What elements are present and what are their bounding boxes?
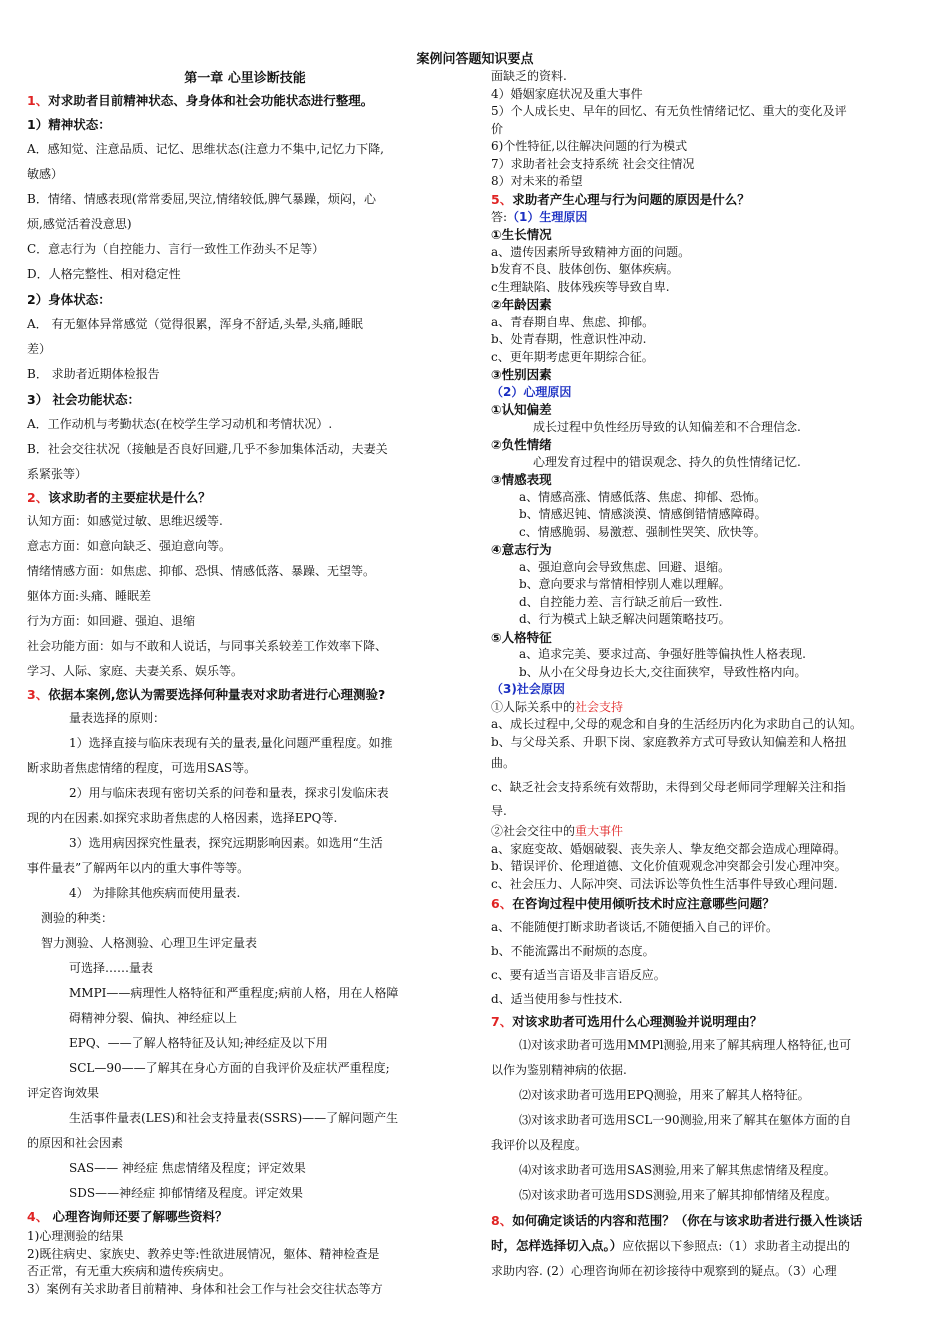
question-text: 如何确定谈话的内容和范围？（你在与该求助者进行摄入性谈话 bbox=[512, 1213, 863, 1228]
section-social: （3)社会原因 bbox=[491, 682, 565, 696]
text-line: b、情感迟钝、情感淡漠、情感倒错情感障碍。 bbox=[519, 507, 767, 521]
text-line: 系紧张等） bbox=[27, 467, 88, 481]
text-line: c、要有适当言语及非言语反应。 bbox=[491, 968, 666, 982]
text-line: A．工作动机与考勤状态(在校学生学习动机和考情状况）. bbox=[27, 417, 333, 431]
subheading: ⑤人格特征 bbox=[491, 629, 552, 645]
subheading: ④意志行为 bbox=[491, 542, 552, 557]
text-line: 4）婚姻家庭状况及重大事件 bbox=[491, 86, 643, 101]
question-5 bbox=[491, 191, 931, 209]
text-line: 求助内容. (2）心理咨询师在初诊接待中观察到的疑点。（3）心理 bbox=[491, 1264, 837, 1278]
question-number: 6、 bbox=[491, 896, 513, 911]
text-line: 面缺乏的资料. bbox=[491, 69, 567, 83]
text-line: ⑴对该求助者可选用MMPl测验,用来了解其病理人格特征,也可 bbox=[519, 1038, 852, 1052]
text-line: c、更年期考虑更年期综合征。 bbox=[491, 349, 654, 364]
chapter-title: 第一章 心里诊断技能 bbox=[184, 71, 306, 86]
text-line: SDS——神经症 抑郁情绪及程度。评定效果 bbox=[69, 1186, 303, 1200]
question-number: 1、 bbox=[27, 93, 49, 108]
text-line: 价 bbox=[491, 121, 504, 136]
text-line: c、情感脆弱、易激惹、强制性哭笑、欣快等。 bbox=[519, 524, 766, 539]
question-4 bbox=[27, 1206, 463, 1228]
text-line: a、追求完美、要求过高、争强好胜等偏执性人格表现. bbox=[519, 647, 806, 661]
question-text: 对求助者目前精神状态、身身体和社会功能状态进行整理。 bbox=[48, 93, 374, 108]
text-line: c生理缺陷、肢体残疾等导致自卑. bbox=[491, 279, 670, 294]
question-number: 4、 bbox=[27, 1209, 49, 1224]
text-line: 心理发育过程中的错误观念、持久的负性情绪记忆. bbox=[533, 454, 801, 469]
text-line: 断求助者焦虑情绪的程度，可选用SAS等。 bbox=[27, 761, 257, 775]
question-text-cont: 时，怎样选择切入点。） bbox=[491, 1238, 623, 1253]
text-line: 7）求助者社会支持系统 社会交往情况 bbox=[491, 156, 695, 171]
text-line: 的原因和社会因素 bbox=[27, 1136, 124, 1150]
text-line: 以作为鉴别精神病的依据. bbox=[491, 1063, 627, 1077]
text-line: 5）个人成长史、早年的回忆、有无负性情绪记忆、重大的变化及评 bbox=[491, 104, 847, 118]
text-line: 碍精神分裂、偏执、神经症以上 bbox=[69, 1011, 238, 1025]
text-line: 应依据以下参照点:（1）求助者主动提出的 bbox=[622, 1239, 850, 1253]
question-text: 心理咨询师还要了解哪些资料？ bbox=[48, 1209, 228, 1224]
text-line: 社会功能方面：如与不敢和人说话，与同事关系较差工作效率下降、 bbox=[27, 639, 388, 653]
question-2 bbox=[27, 487, 463, 509]
text-line: a、青春期自卑、焦虑、抑郁。 bbox=[491, 314, 655, 329]
right-column bbox=[491, 68, 931, 1284]
text-line: 现的内在因素.如探究求助者焦虑的人格因素，选择EPQ等. bbox=[27, 811, 338, 825]
text-line: 情绪情感方面：如焦虑、抑郁、恐惧、情感低落、暴躁、无望等。 bbox=[27, 564, 376, 578]
text-line: ⑵对该求助者可选用EPQ测验，用来了解其人格特征。 bbox=[519, 1088, 810, 1102]
section-physiological: （1）生理原因 bbox=[507, 209, 588, 224]
text-line: 量表选择的原则： bbox=[69, 711, 166, 725]
subheading: ③性别因素 bbox=[491, 367, 552, 382]
text-line: 意志方面：如意向缺乏、强迫意向等。 bbox=[27, 539, 232, 553]
text-line: 智力测验、人格测验、心理卫生评定量表 bbox=[41, 936, 258, 950]
text-line: b、处青春期，性意识性冲动. bbox=[491, 332, 647, 346]
question-number: 3、 bbox=[27, 687, 49, 702]
question-8 bbox=[491, 1208, 931, 1233]
text-line: d、适当使用参与性技术. bbox=[491, 992, 623, 1006]
text-line: 学习、人际、家庭、夫妻关系、娱乐等。 bbox=[27, 664, 244, 678]
text-line: 2)既往病史、家族史、教养史等:性欲进展情况，躯体、精神检查是 bbox=[27, 1246, 380, 1261]
text-line: b、意向要求与常情相悖别人难以理解。 bbox=[519, 577, 731, 591]
text-line: 2）用与临床表现有密切关系的问卷和量表，探求引发临床表 bbox=[69, 786, 389, 800]
text-line: 我评价以及程度。 bbox=[491, 1138, 588, 1152]
text-line: b、从小在父母身边长大,交往面狭窄，导致性格内向。 bbox=[519, 664, 807, 679]
text-line: A． 有无躯体异常感觉（觉得很累，浑身不舒适,头晕,头痛,睡眠 bbox=[27, 317, 363, 331]
text-line: 4） 为排除其他疾病而使用量表. bbox=[69, 886, 241, 900]
text-line: ⑸对该求助者可选用SDS测验,用来了解其抑郁情绪及程度。 bbox=[519, 1188, 837, 1202]
heading-social-function: 3） 社会功能状态： bbox=[27, 392, 141, 407]
text-line: MMPI——病理性人格特征和严重程度;病前人格，用在人格障 bbox=[69, 986, 399, 1000]
question-3 bbox=[27, 684, 463, 706]
text-line: 1)心理测验的结果 bbox=[27, 1229, 124, 1243]
left-column bbox=[27, 68, 463, 1298]
question-number: 2、 bbox=[27, 490, 49, 505]
text-line: 8）对未来的希望 bbox=[491, 174, 583, 188]
highlight-social-support: 社会支持 bbox=[575, 699, 624, 714]
text-line: 3）案例有关求助者目前精神、身体和社会工作与社会交往状态等方 bbox=[27, 1281, 383, 1296]
heading-mental-state: 1）精神状态： bbox=[27, 117, 111, 132]
subheading: ③情感表现 bbox=[491, 472, 552, 487]
text-line: C．意志行为（自控能力、言行一致性工作劲头不足等） bbox=[27, 242, 325, 256]
subheading: ①认知偏差 bbox=[491, 402, 552, 417]
text-line: a、强迫意向会导致焦虑、回避、退缩。 bbox=[519, 559, 731, 574]
text-line: 3）选用病因探究性量表，探究远期影响因素。如选用“生活 bbox=[69, 836, 383, 850]
text-line: 测验的种类： bbox=[41, 911, 114, 925]
text-line: EPQ、——了解人格特征及认知;神经症及以下用 bbox=[69, 1036, 328, 1050]
text-line: 否正常，有无重大疾病和遗传疾病史。 bbox=[27, 1264, 232, 1278]
text-line: 认知方面：如感觉过敏、思维迟缓等. bbox=[27, 514, 223, 528]
text-line: b、错误评价、伦理道德、文化价值观观念冲突都会引发心理冲突。 bbox=[491, 859, 847, 873]
text-line: SAS—— 神经症 焦虑情绪及程度；评定效果 bbox=[69, 1161, 306, 1175]
question-7 bbox=[491, 1011, 931, 1033]
text-line: b、不能流露出不耐烦的态度。 bbox=[491, 944, 655, 958]
question-number: 5、 bbox=[491, 191, 513, 207]
question-number: 8、 bbox=[491, 1213, 513, 1228]
question-number: 7、 bbox=[491, 1014, 513, 1029]
text-line: a、不能随便打断求助者谈话,不随便插入自己的评价。 bbox=[491, 920, 778, 934]
text-line: c、缺乏社会支持系统有效帮助，未得到父母老师同学理解关注和指 bbox=[491, 780, 846, 794]
text-line: 可选择……量表 bbox=[69, 961, 154, 975]
text-line: ①人际关系中的 bbox=[491, 699, 576, 714]
text-line: SCL—90——了解其在身心方面的自我评价及症状严重程度; bbox=[69, 1061, 390, 1075]
text-line: 1）选择直接与临床表现有关的量表,量化问题严重程度。如推 bbox=[69, 736, 393, 750]
text-line: 评定咨询效果 bbox=[27, 1086, 100, 1100]
text-line: D．人格完整性、相对稳定性 bbox=[27, 267, 181, 281]
text-line: 行为方面：如回避、强迫、退缩 bbox=[27, 614, 196, 628]
text-line: d、行为模式上缺乏解决问题策略技巧。 bbox=[519, 612, 731, 626]
text-line: ⑷对该求助者可选用SAS测验,用来了解其焦虑情绪及程度。 bbox=[519, 1163, 836, 1177]
text-line: 成长过程中负性经历导致的认知偏差和不合理信念. bbox=[533, 419, 801, 434]
question-6 bbox=[491, 893, 931, 915]
text-line: ②社会交往中的 bbox=[491, 824, 576, 838]
section-psychological: （2）心理原因 bbox=[491, 384, 572, 399]
question-1 bbox=[27, 90, 463, 112]
text-line: 躯体方面:头痛、睡眠差 bbox=[27, 589, 152, 603]
text-line: A．感知觉、注意品质、记忆、思维状态(注意力不集中,记忆力下降, bbox=[27, 142, 384, 156]
text-line: b、与父母关系、升职下岗、家庭教养方式可导致认知偏差和人格扭 bbox=[491, 734, 847, 749]
question-text: 求助者产生心理与行为问题的原因是什么？ bbox=[512, 191, 750, 207]
text-line: 曲。 bbox=[491, 756, 516, 770]
subheading: ②年龄因素 bbox=[491, 297, 552, 312]
question-text: 该求助者的主要症状是什么？ bbox=[48, 490, 211, 505]
text-line: 事件量表”了解两年以内的重大事件等等。 bbox=[27, 861, 250, 875]
answer-prefix: 答: bbox=[491, 209, 508, 224]
text-line: 导. bbox=[491, 804, 507, 818]
heading-body-state: 2）身体状态： bbox=[27, 292, 111, 307]
text-line: 烦,感觉活着没意思) bbox=[27, 217, 132, 231]
text-line: d、自控能力差、言行缺乏前后一致性. bbox=[519, 594, 723, 609]
text-line: a、遗传因素所导致精神方面的问题。 bbox=[491, 244, 691, 259]
subheading: ②负性情绪 bbox=[491, 437, 552, 452]
question-text: 在咨询过程中使用倾听技术时应注意哪些问题？ bbox=[512, 896, 775, 911]
subheading: ①生长情况 bbox=[491, 227, 552, 242]
highlight-major-events: 重大事件 bbox=[575, 824, 624, 838]
text-line: ⑶对该求助者可选用SCL一90测验,用来了解其在躯体方面的自 bbox=[519, 1113, 852, 1127]
text-line: 生活事件量表(LES)和社会支持量表(SSRS)——了解问题产生 bbox=[69, 1111, 399, 1125]
page-title: 案例问答题知识要点 bbox=[416, 52, 534, 67]
question-text: 对该求助者可选用什么心理测验并说明理由？ bbox=[512, 1014, 763, 1029]
text-line: a、家庭变故、婚姻破裂、丧失亲人、挚友绝交都会造成心理障碍。 bbox=[491, 841, 847, 856]
text-line: B．社会交往状况（接触是否良好回避,几乎不参加集体活动，夫妻关 bbox=[27, 442, 388, 456]
text-line: 6)个性特征,以往解决问题的行为模式 bbox=[491, 139, 688, 153]
text-line: 敏感） bbox=[27, 167, 64, 181]
text-line: a、成长过程中,父母的观念和自身的生活经历内化为求助自己的认知。 bbox=[491, 717, 862, 731]
text-line: c、社会压力、人际冲突、司法诉讼等负性生活事件导致心理问题. bbox=[491, 876, 838, 891]
text-line: B．情绪、情感表现(常常委屈,哭泣,情绪较低,脾气暴躁，烦闷，心 bbox=[27, 192, 376, 206]
question-text: 依据本案例,您认为需要选择何种量表对求助者进行心理测验? bbox=[48, 687, 386, 702]
text-line: b发育不良、肢体创伤、躯体疾病。 bbox=[491, 262, 679, 276]
text-line: 差） bbox=[27, 342, 52, 356]
text-line: B． 求助者近期体检报告 bbox=[27, 367, 160, 381]
text-line: a、情感高涨、情感低落、焦虑、抑郁、恐怖。 bbox=[519, 489, 767, 504]
